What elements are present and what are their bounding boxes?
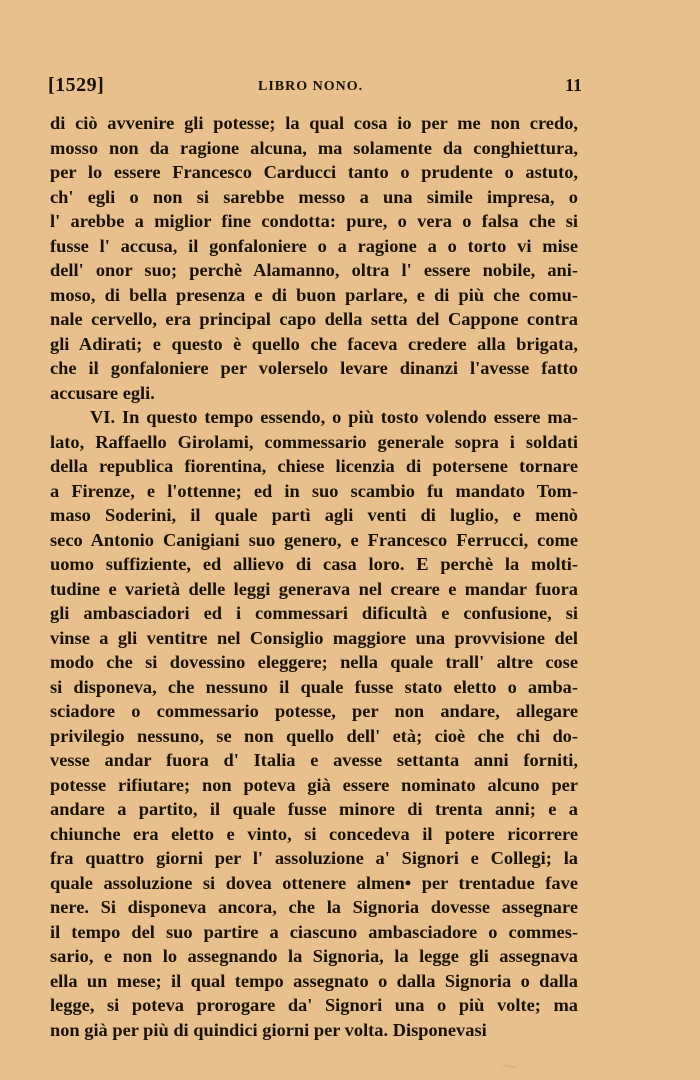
text-line: VI. In questo tempo essendo, o più tosto volendo essere ma- [90,407,578,427]
running-head [48,74,582,98]
text-line: nale cervello, era principal capo della setta del Cappone contra [50,309,578,329]
text-line: nere. Si disponeva ancora, che la Signoria dovesse assegnare [50,897,578,917]
header-year: [1529] [48,74,105,96]
text-line: gli ambasciadori ed i commessari dificultà e confusione, si [50,603,578,623]
paragraph [50,405,578,1042]
text-line: di ciò avvenire gli potesse; la qual cosa io per me non credo, [50,113,578,133]
text-line: mosso non da ragione alcuna, ma solamente da conghiettura, [50,137,578,158]
text-line: dell' onor suo; perchè Alamanno, oltra l' essere nobile, ani- [50,260,578,280]
header-title: LIBRO NONO. [258,79,364,94]
text-line: tudine e varietà delle leggi generava nel creare e mandar fuora [50,578,578,599]
text-line: seco Antonio Canigiani suo genero, e Francesco Ferrucci, come [50,529,578,550]
text-line: maso Soderini, il quale partì agli venti di luglio, e menò [50,505,578,525]
text-line: accusare egli. [50,382,155,403]
text-line: sciadore o commessario potesse, per non andare, allegare [50,701,578,721]
text-line: chiunche era eletto e vinto, si concedeva il potere ricorrere [50,823,578,844]
text-line: potesse rifiutare; non poteva già essere nominato alcuno per [50,774,578,795]
text-line: moso, di bella presenza e di buon parlare, e di più che comu- [50,284,578,305]
text-line: andare a partito, il quale fusse minore di trenta anni; e a [50,799,578,819]
text-line: della republica fiorentina, chiese licenzia di potersene tornare [50,456,578,476]
text-line: uomo suffiziente, ed allievo di casa loro. E perchè la molti- [50,554,578,574]
text-line: a Firenze, e l'ottenne; ed in suo scambio fu mandato Tom- [50,480,578,501]
text-line: lato, Raffaello Girolami, commessario generale sopra i soldati [50,431,578,452]
text-line: fusse l' accusa, il gonfaloniere o a ragione a o torto vi mise [50,235,578,256]
watermark-mark: ~ [500,1052,521,1080]
text-line: ella un mese; il qual tempo assegnato o dalla Signoria o dalla [50,970,578,991]
text-line: privilegio nessuno, se non quello dell' età; cioè che chi do- [50,725,578,746]
text-line: fra quattro giorni per l' assoluzione a' Signori e Collegi; la [50,848,578,868]
text-line: per lo essere Francesco Carducci tanto o prudente o astuto, [50,162,578,182]
text-line: legge, si poteva prorogare da' Signori una o più volte; ma [50,995,578,1015]
text-line: il tempo del suo partire a ciascuno ambasciadore o commes- [50,921,578,942]
text-line: non già per più di quindici giorni per volta. Disponevasi [50,1019,487,1040]
text-line: vesse andar fuora d' Italia e avesse settanta anni forniti, [50,750,578,770]
body-text [50,111,578,1042]
text-line: quale assoluzione si dovea ottenere almen• per trentadue fave [50,872,578,893]
paragraph [50,111,578,405]
text-line: ch' egli o non si sarebbe messo a una simile impresa, o [50,186,578,207]
page-number: 11 [564,75,582,95]
text-line: che il gonfaloniere per volerselo levare dinanzi l'avesse fatto [50,358,578,378]
text-line: sario, e non lo assegnando la Signoria, la legge gli assegnava [50,946,578,966]
text-line: vinse a gli ventitre nel Consiglio maggiore una provvisione del [50,627,578,648]
text-line: gli Adirati; e questo è quello che faceva credere alla brigata, [50,333,578,354]
text-line: l' arebbe a miglior fine condotta: pure, o vera o falsa che si [50,211,578,231]
text-line: si disponeva, che nessuno il quale fusse stato eletto o amba- [50,676,578,697]
text-line: modo che si dovessino eleggere; nella quale trall' altre cose [50,652,578,672]
